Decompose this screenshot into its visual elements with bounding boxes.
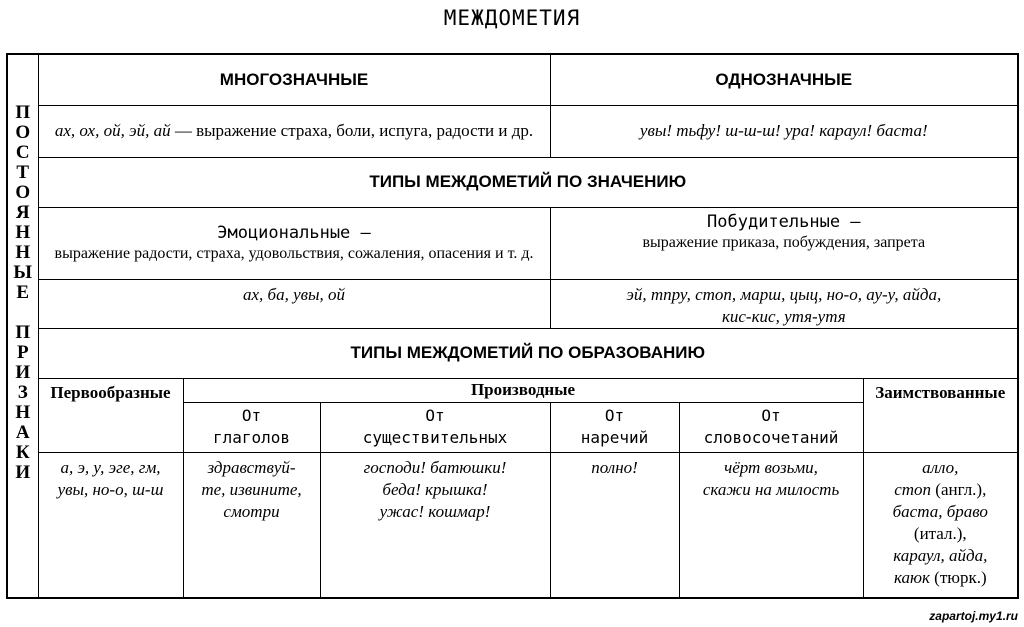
borrowed-origin: (англ.), xyxy=(931,479,987,499)
imperative-examples-line: кис-кис, утя-утя xyxy=(721,306,846,326)
derived-source-label: словосочетаний xyxy=(703,428,839,447)
side-char: И xyxy=(15,362,31,383)
derived-example-line: беда! крышка! xyxy=(382,479,488,499)
single-meaning-examples: увы! тьфу! ш-ш-ш! ура! караул! баста! xyxy=(550,105,1018,157)
side-char: Ы xyxy=(13,262,33,283)
derived-nouns-examples xyxy=(320,452,550,598)
emotional-cell xyxy=(38,207,550,279)
side-char: И xyxy=(15,462,31,483)
by-formation-header: ТИПЫ МЕЖДОМЕТИЙ ПО ОБРАЗОВАНИЮ xyxy=(38,328,1018,378)
imperative-name: Побудительные — xyxy=(707,211,861,232)
derived-verbs-examples xyxy=(183,452,320,598)
side-char: Н xyxy=(15,402,31,423)
derived-from-label: От xyxy=(761,406,781,425)
imperative-examples-line: эй, тпру, стоп, марш, цыц, но-о, ау-у, айда, xyxy=(626,284,942,304)
side-char: Я xyxy=(15,202,30,223)
imperative-cell xyxy=(550,207,1018,279)
derived-adverbs-examples xyxy=(550,452,679,598)
multi-meaning-dash: — xyxy=(170,121,197,140)
borrowed-header: Заимствованные xyxy=(863,378,1018,452)
derived-from-label: От xyxy=(241,406,262,425)
derived-example-line: здравствуй- xyxy=(207,457,296,477)
derived-example-line: смотри xyxy=(223,501,280,521)
side-char: П xyxy=(15,322,31,343)
primary-header: Первообразные xyxy=(38,378,183,452)
derived-from-label: От xyxy=(604,406,625,425)
borrowed-line: алло, xyxy=(922,457,959,477)
borrowed-line: баста, браво xyxy=(892,501,988,521)
side-char: Н xyxy=(15,242,31,263)
side-char: А xyxy=(15,422,30,443)
side-char: П xyxy=(15,102,31,123)
borrowed-line: караул, айда, xyxy=(893,545,988,565)
by-meaning-header: ТИПЫ МЕЖДОМЕТИЙ ПО ЗНАЧЕНИЮ xyxy=(38,157,1018,207)
borrowed-line xyxy=(868,479,1014,501)
derived-source-label: глаголов xyxy=(212,428,291,447)
derived-from-verbs-header xyxy=(183,402,320,452)
imperative-description: выражение приказа, побуждения, запрета xyxy=(642,233,926,251)
borrowed-word: каюк xyxy=(893,567,930,587)
side-char: Т xyxy=(16,162,30,183)
derived-source-label: существительных xyxy=(362,428,508,447)
multi-meaning-cell xyxy=(38,105,550,157)
single-meaning-header: ОДНОЗНАЧНЫЕ xyxy=(550,54,1018,105)
derived-example-line: скажи на милость xyxy=(702,479,840,499)
derived-phrases-examples xyxy=(679,452,863,598)
derived-example-line: полно! xyxy=(591,457,638,477)
derived-example-line: ужас! кошмар! xyxy=(379,501,491,521)
primary-examples xyxy=(38,452,183,598)
multi-meaning-description: выражение страха, боли, испуга, радости и др. xyxy=(196,121,534,140)
derived-source-label: наречий xyxy=(580,428,649,447)
multi-meaning-header: МНОГОЗНАЧНЫЕ xyxy=(38,54,550,105)
interjections-table xyxy=(6,53,1019,599)
side-char xyxy=(8,303,38,323)
emotional-name: Эмоциональные — xyxy=(217,222,371,243)
derived-example-line: господи! батюшки! xyxy=(363,457,507,477)
side-char: К xyxy=(15,442,30,463)
derived-header: Производные xyxy=(183,378,863,402)
derived-example-line: те, извините, xyxy=(201,479,302,499)
borrowed-origin: (тюрк.) xyxy=(929,567,987,587)
side-char: Р xyxy=(16,342,29,363)
derived-from-label: От xyxy=(425,406,445,425)
derived-from-phrases-header xyxy=(679,402,863,452)
borrowed-examples xyxy=(863,452,1018,598)
side-label xyxy=(7,54,38,598)
emotional-description: выражение радости, страха, удовольствия, сожаления, опасения и т. д. xyxy=(54,244,534,262)
primary-examples-line: увы, но-о, ш-ш xyxy=(57,479,164,499)
side-char: О xyxy=(15,122,31,143)
borrowed-word: стоп xyxy=(894,479,932,499)
emotional-examples: ах, ба, увы, ой xyxy=(38,279,550,328)
multi-meaning-examples: ах, ох, ой, эй, ай xyxy=(54,121,171,140)
derived-from-nouns-header xyxy=(320,402,550,452)
derived-example-line: чёрт возьми, xyxy=(724,457,818,477)
imperative-examples xyxy=(550,279,1018,328)
side-char: О xyxy=(15,182,31,203)
borrowed-origin: (итал.), xyxy=(913,523,967,543)
page-title: МЕЖДОМЕТИЯ xyxy=(443,6,581,30)
borrowed-line xyxy=(868,567,1014,589)
derived-from-adverbs-header xyxy=(550,402,679,452)
side-char: Е xyxy=(16,282,30,303)
side-char: З xyxy=(17,382,28,403)
side-char: С xyxy=(15,142,30,163)
watermark: zapartoj.my1.ru xyxy=(929,609,1018,623)
side-char: Н xyxy=(15,222,31,243)
primary-examples-line: а, э, у, эге, гм, xyxy=(60,457,161,477)
